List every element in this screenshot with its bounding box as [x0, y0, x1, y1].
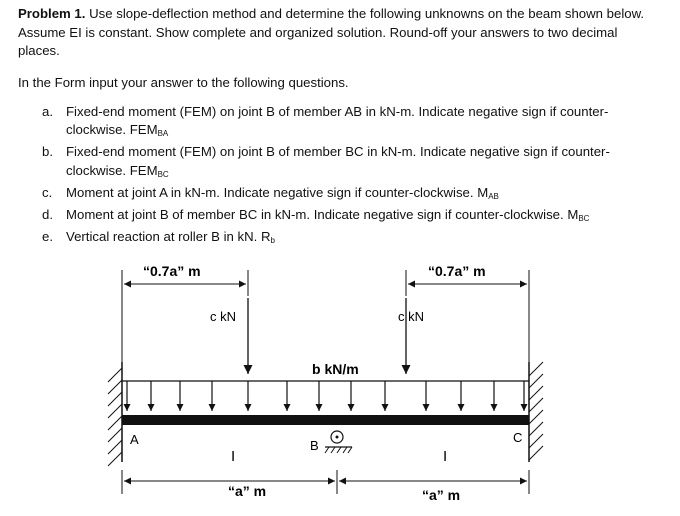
bottom-dimensions: [122, 470, 529, 503]
span-right-label: “a” m: [422, 487, 461, 503]
question-text: Moment at joint A in kN-m. Indicate negative sign if counter-clockwise. M: [66, 184, 489, 200]
roller-support-b: [310, 431, 352, 453]
distributed-load: [122, 361, 529, 411]
joint-b-label: B: [310, 438, 319, 453]
question-subscript: AB: [488, 191, 499, 201]
question-text: Vertical reaction at roller B in kN. R: [66, 229, 271, 245]
beam: [122, 415, 529, 425]
load-left-label: c kN: [210, 309, 236, 324]
dim-top-left: “0.7a” m: [143, 263, 201, 279]
joint-a-label: A: [130, 432, 139, 447]
top-dimensions: [122, 263, 529, 372]
joint-c-label: C: [513, 430, 523, 445]
fixed-support-right: [513, 362, 543, 462]
question-marker: d.: [42, 207, 53, 223]
question-subscript: b: [270, 236, 275, 246]
point-load-right: [398, 298, 424, 374]
problem-text: Use slope-deflection method and determine the following unknowns on the beam shown below. Assume EI is constant. Show complete and organized solution. Round-off your answers to two decimal places.: [18, 6, 645, 58]
form-instruction: In the Form input your answer to the following questions.: [18, 75, 349, 90]
question-text: Fixed-end moment (FEM) on joint B of member AB in kN-m. Indicate negative sign if counter-clockwise. FEM: [66, 104, 609, 138]
question-text: Moment at joint B of member BC in kN-m. Indicate negative sign if counter-clockwise. M: [66, 207, 579, 223]
question-marker: c.: [42, 184, 53, 200]
question-marker: a.: [42, 104, 53, 119]
inertia-left: I: [231, 448, 236, 465]
udl-label: b kN/m: [312, 361, 359, 377]
question-marker: e.: [42, 229, 53, 245]
dim-top-right: “0.7a” m: [428, 263, 486, 279]
inertia-right: I: [443, 448, 448, 465]
fixed-support-left: [108, 362, 139, 466]
question-subscript: BC: [578, 214, 590, 224]
point-load-left: [210, 298, 248, 374]
span-left-label: “a” m: [228, 483, 267, 499]
question-marker: b.: [42, 144, 53, 160]
question-text: Fixed-end moment (FEM) on joint B of member BC in kN-m. Indicate negative sign if counter-clockwise. FEM: [66, 144, 610, 178]
question-subscript: BC: [157, 169, 169, 179]
load-right-label: c kN: [398, 309, 424, 324]
problem-label: Problem 1.: [18, 6, 86, 21]
question-subscript: BA: [157, 129, 169, 139]
